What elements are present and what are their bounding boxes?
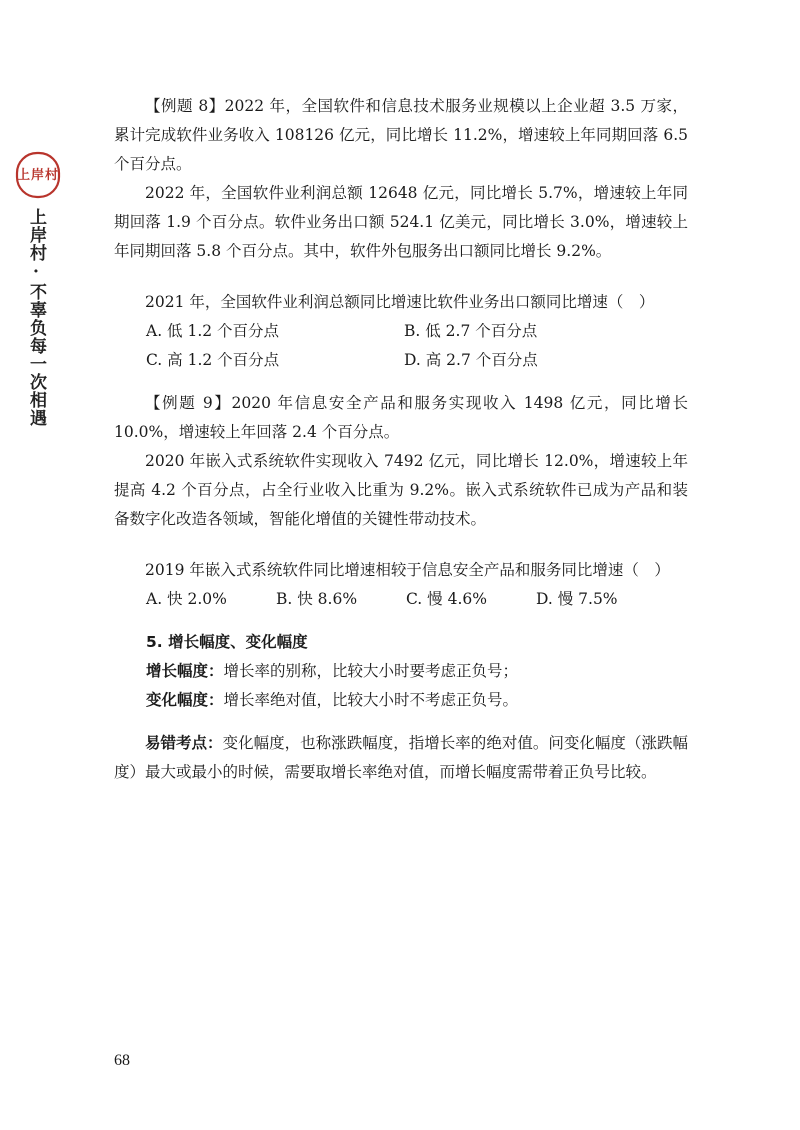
example9-question: 2019 年嵌入式系统软件同比增速相较于信息安全产品和服务同比增速（ ） xyxy=(145,561,670,579)
example8-label: 【例题 8】 xyxy=(145,97,225,115)
definition-change: 变化幅度：增长率绝对值，比较大小时不考虑正负号。 xyxy=(146,691,519,709)
definition-term: 增长幅度： xyxy=(146,662,224,680)
example8-para1: 【例题 8】2022 年，全国软件和信息技术服务业规模以上企业超 3.5 万家，累计完成软件业务收入 108126 亿元，同比增长 11.2%，增速较上年同期回落 6.5 个百分点。 xyxy=(114,97,688,173)
definition-term: 变化幅度： xyxy=(146,691,224,709)
example9-options xyxy=(114,585,688,614)
brand-seal-logo xyxy=(14,150,62,200)
seal-text: 上岸村 xyxy=(16,167,59,183)
error-prone-note: 易错考点：变化幅度，也称涨跌幅度，指增长率的绝对值。问变化幅度（涨跌幅度）最大或最小的时候，需要取增长率绝对值，而增长幅度需带着正负号比较。 xyxy=(114,734,688,781)
definition-growth: 增长幅度：增长率的别称，比较大小时要考虑正负号； xyxy=(146,662,519,680)
option-c: C. 慢 4.6% xyxy=(406,590,487,608)
section-title: 5. 增长幅度、变化幅度 xyxy=(146,633,308,651)
example9-label: 【例题 9】 xyxy=(145,394,232,412)
page-content xyxy=(114,92,688,787)
option-a: A. 快 2.0% xyxy=(146,590,227,608)
option-b: B. 低 2.7 个百分点 xyxy=(404,322,538,340)
example8-question: 2021 年，全国软件业利润总额同比增速比软件业务出口额同比增速（ ） xyxy=(145,293,655,311)
note-term: 易错考点： xyxy=(145,734,223,752)
page-number: 68 xyxy=(114,1052,130,1069)
example9-para2: 2020 年嵌入式系统软件实现收入 7492 亿元，同比增长 12.0%，增速较上年提高 4.2 个百分点，占全行业收入比重为 9.2%。嵌入式系统软件已成为产品和装备数字化改造各领域，智能化增值的关键性带动技术。 xyxy=(114,452,688,528)
example8-para2: 2022 年，全国软件业利润总额 12648 亿元，同比增长 5.7%，增速较上年同期回落 1.9 个百分点。软件业务出口额 524.1 亿美元，同比增长 3.0%，增速较上年同期回落 5.8 个百分点。其中，软件外包服务出口额同比增长 9.2%。 xyxy=(114,184,688,260)
example8-options xyxy=(114,317,688,375)
option-d: D. 慢 7.5% xyxy=(536,590,618,608)
option-b: B. 快 8.6% xyxy=(276,590,358,608)
option-a: A. 低 1.2 个百分点 xyxy=(146,322,280,340)
option-c: C. 高 1.2 个百分点 xyxy=(146,351,280,369)
example9-para1: 【例题 9】2020 年信息安全产品和服务实现收入 1498 亿元，同比增长 10.0%，增速较上年回落 2.4 个百分点。 xyxy=(114,394,688,441)
option-d: D. 高 2.7 个百分点 xyxy=(404,351,538,369)
sidebar-slogan: 上岸村·不辜负每一次相遇 xyxy=(26,208,46,427)
